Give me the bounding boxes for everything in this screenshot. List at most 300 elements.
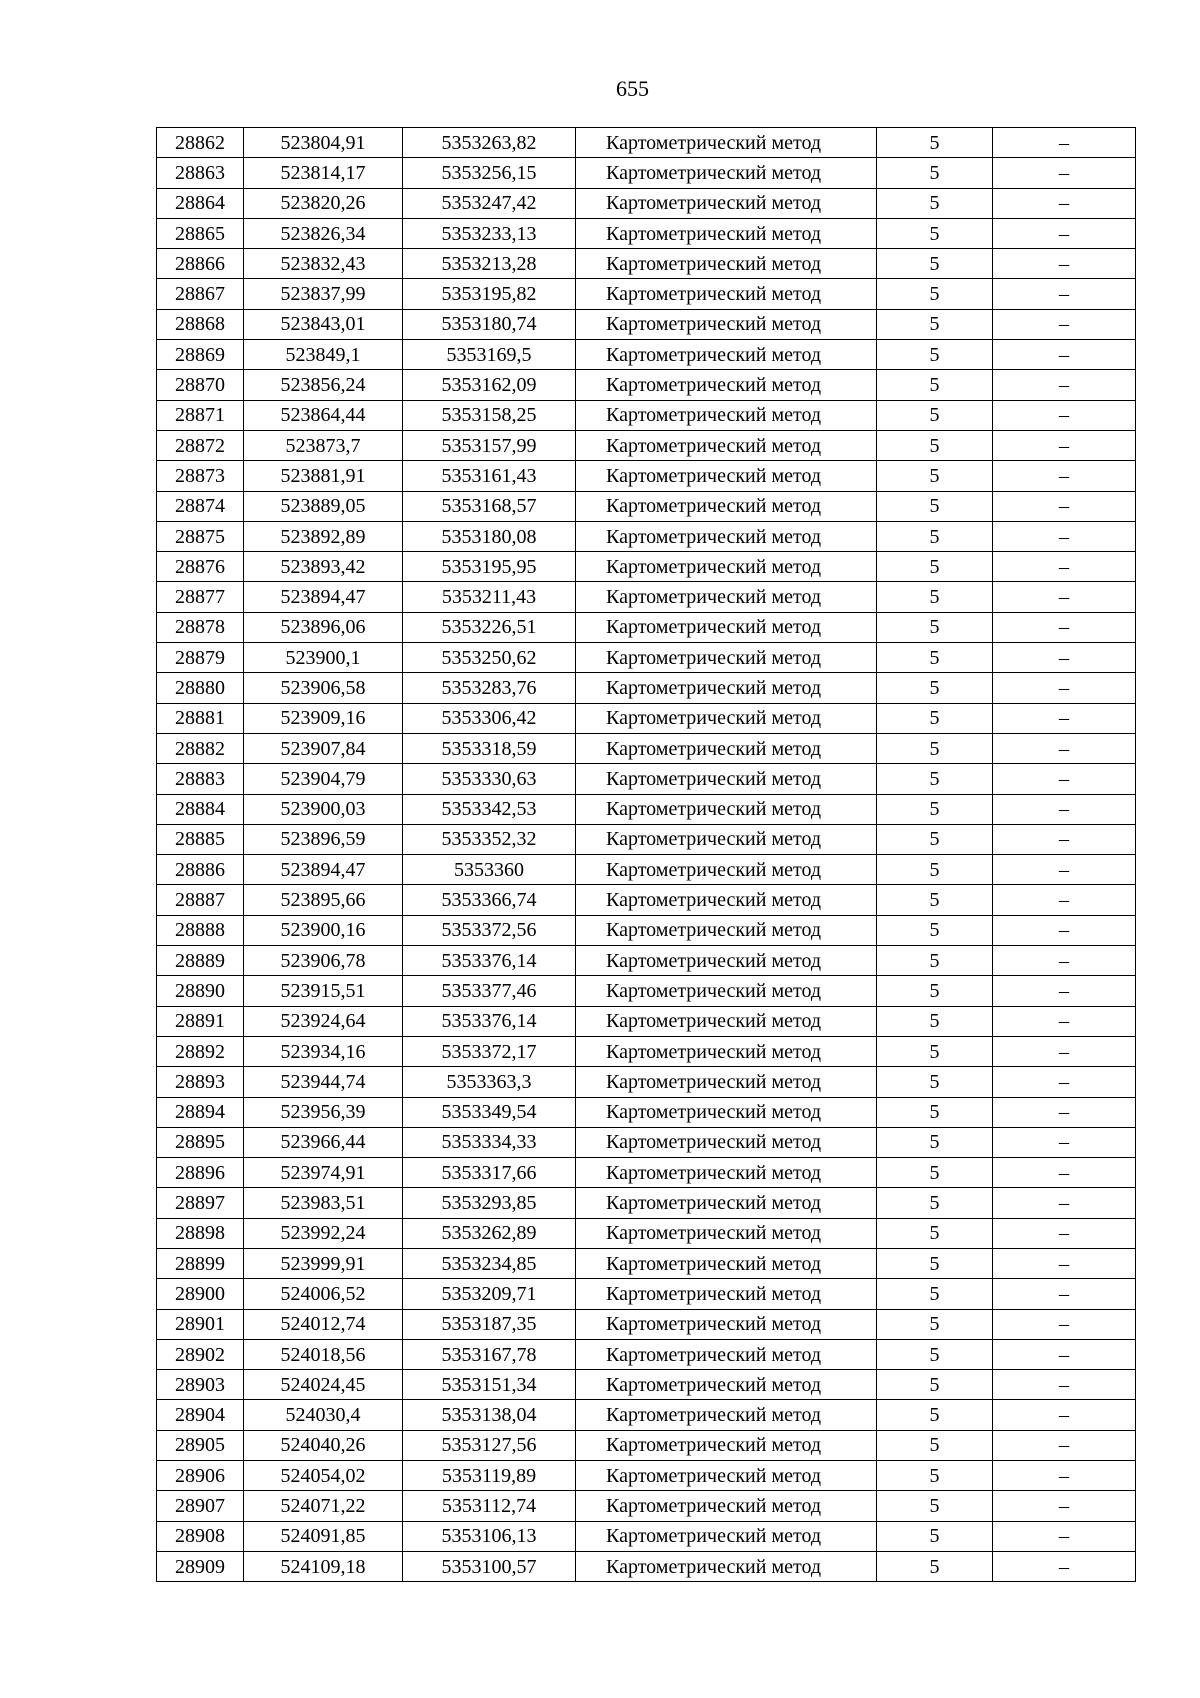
y-coordinate-cell: 5353247,42 [403,188,576,218]
note-cell: – [993,1551,1136,1581]
table-row [157,309,1136,339]
accuracy-cell: 5 [877,309,993,339]
y-coordinate-cell: 5353372,17 [403,1036,576,1066]
accuracy-cell: 5 [877,1248,993,1278]
table-row [157,1521,1136,1551]
table-row [157,400,1136,430]
note-cell: – [993,552,1136,582]
note-cell: – [993,1158,1136,1188]
accuracy-cell: 5 [877,1491,993,1521]
note-cell: – [993,1248,1136,1278]
table-row [157,1218,1136,1248]
method-cell: Картометрический метод [576,1127,877,1157]
x-coordinate-cell: 524012,74 [244,1309,403,1339]
note-cell: – [993,946,1136,976]
accuracy-cell: 5 [877,582,993,612]
point-number-cell: 28895 [157,1127,244,1157]
x-coordinate-cell: 523983,51 [244,1188,403,1218]
note-cell: – [993,218,1136,248]
accuracy-cell: 5 [877,1309,993,1339]
x-coordinate-cell: 524091,85 [244,1521,403,1551]
y-coordinate-cell: 5353209,71 [403,1279,576,1309]
y-coordinate-cell: 5353306,42 [403,703,576,733]
method-cell: Картометрический метод [576,1370,877,1400]
accuracy-cell: 5 [877,946,993,976]
x-coordinate-cell: 523804,91 [244,128,403,158]
x-coordinate-cell: 523944,74 [244,1067,403,1097]
note-cell: – [993,279,1136,309]
note-cell: – [993,915,1136,945]
note-cell: – [993,733,1136,763]
table-row [157,643,1136,673]
y-coordinate-cell: 5353119,89 [403,1461,576,1491]
table-row [157,1097,1136,1127]
accuracy-cell: 5 [877,128,993,158]
table-row [157,188,1136,218]
page-number: 655 [616,76,649,101]
accuracy-cell: 5 [877,1521,993,1551]
method-cell: Картометрический метод [576,218,877,248]
method-cell: Картометрический метод [576,885,877,915]
method-cell: Картометрический метод [576,128,877,158]
accuracy-cell: 5 [877,1551,993,1581]
y-coordinate-cell: 5353151,34 [403,1370,576,1400]
table-row [157,128,1136,158]
x-coordinate-cell: 524040,26 [244,1430,403,1460]
point-number-cell: 28888 [157,915,244,945]
note-cell: – [993,582,1136,612]
y-coordinate-cell: 5353168,57 [403,491,576,521]
point-number-cell: 28909 [157,1551,244,1581]
note-cell: – [993,1036,1136,1066]
method-cell: Картометрический метод [576,733,877,763]
x-coordinate-cell: 523906,78 [244,946,403,976]
method-cell: Картометрический метод [576,1218,877,1248]
point-number-cell: 28867 [157,279,244,309]
x-coordinate-cell: 523966,44 [244,1127,403,1157]
x-coordinate-cell: 523895,66 [244,885,403,915]
table-row [157,340,1136,370]
table-row [157,279,1136,309]
table-row [157,1067,1136,1097]
y-coordinate-cell: 5353106,13 [403,1521,576,1551]
method-cell: Картометрический метод [576,1248,877,1278]
method-cell: Картометрический метод [576,1006,877,1036]
table-row [157,976,1136,1006]
table-row [157,794,1136,824]
x-coordinate-cell: 523999,91 [244,1248,403,1278]
accuracy-cell: 5 [877,1461,993,1491]
method-cell: Картометрический метод [576,1339,877,1369]
point-number-cell: 28899 [157,1248,244,1278]
y-coordinate-cell: 5353376,14 [403,946,576,976]
x-coordinate-cell: 523864,44 [244,400,403,430]
note-cell: – [993,430,1136,460]
note-cell: – [993,1521,1136,1551]
x-coordinate-cell: 523974,91 [244,1158,403,1188]
method-cell: Картометрический метод [576,249,877,279]
accuracy-cell: 5 [877,1279,993,1309]
accuracy-cell: 5 [877,703,993,733]
accuracy-cell: 5 [877,976,993,1006]
method-cell: Картометрический метод [576,1067,877,1097]
note-cell: – [993,673,1136,703]
y-coordinate-cell: 5353180,74 [403,309,576,339]
method-cell: Картометрический метод [576,1158,877,1188]
point-number-cell: 28902 [157,1339,244,1369]
accuracy-cell: 5 [877,461,993,491]
y-coordinate-cell: 5353360 [403,855,576,885]
y-coordinate-cell: 5353317,66 [403,1158,576,1188]
method-cell: Картометрический метод [576,855,877,885]
accuracy-cell: 5 [877,430,993,460]
table-row [157,1158,1136,1188]
y-coordinate-cell: 5353112,74 [403,1491,576,1521]
point-number-cell: 28862 [157,128,244,158]
note-cell: – [993,643,1136,673]
accuracy-cell: 5 [877,643,993,673]
x-coordinate-cell: 523896,59 [244,824,403,854]
x-coordinate-cell: 523904,79 [244,764,403,794]
x-coordinate-cell: 524018,56 [244,1339,403,1369]
x-coordinate-cell: 523820,26 [244,188,403,218]
x-coordinate-cell: 523873,7 [244,430,403,460]
note-cell: – [993,1279,1136,1309]
x-coordinate-cell: 523894,47 [244,582,403,612]
y-coordinate-cell: 5353250,62 [403,643,576,673]
method-cell: Картометрический метод [576,673,877,703]
table-row [157,824,1136,854]
note-cell: – [993,824,1136,854]
point-number-cell: 28908 [157,1521,244,1551]
x-coordinate-cell: 524054,02 [244,1461,403,1491]
y-coordinate-cell: 5353195,95 [403,552,576,582]
method-cell: Картометрический метод [576,1279,877,1309]
method-cell: Картометрический метод [576,703,877,733]
x-coordinate-cell: 523826,34 [244,218,403,248]
note-cell: – [993,1097,1136,1127]
y-coordinate-cell: 5353138,04 [403,1400,576,1430]
method-cell: Картометрический метод [576,1521,877,1551]
accuracy-cell: 5 [877,1127,993,1157]
note-cell: – [993,885,1136,915]
y-coordinate-cell: 5353342,53 [403,794,576,824]
table-row [157,1551,1136,1581]
point-number-cell: 28904 [157,1400,244,1430]
note-cell: – [993,1006,1136,1036]
note-cell: – [993,855,1136,885]
note-cell: – [993,491,1136,521]
point-number-cell: 28907 [157,1491,244,1521]
x-coordinate-cell: 523909,16 [244,703,403,733]
point-number-cell: 28894 [157,1097,244,1127]
table-row [157,370,1136,400]
note-cell: – [993,188,1136,218]
x-coordinate-cell: 523906,58 [244,673,403,703]
point-number-cell: 28903 [157,1370,244,1400]
point-number-cell: 28874 [157,491,244,521]
method-cell: Картометрический метод [576,1097,877,1127]
y-coordinate-cell: 5353233,13 [403,218,576,248]
x-coordinate-cell: 523992,24 [244,1218,403,1248]
method-cell: Картометрический метод [576,309,877,339]
point-number-cell: 28869 [157,340,244,370]
method-cell: Картометрический метод [576,976,877,1006]
accuracy-cell: 5 [877,764,993,794]
point-number-cell: 28880 [157,673,244,703]
y-coordinate-cell: 5353352,32 [403,824,576,854]
table-row [157,855,1136,885]
table-row [157,612,1136,642]
table-row [157,1309,1136,1339]
point-number-cell: 28879 [157,643,244,673]
accuracy-cell: 5 [877,733,993,763]
method-cell: Картометрический метод [576,1188,877,1218]
accuracy-cell: 5 [877,855,993,885]
accuracy-cell: 5 [877,1339,993,1369]
x-coordinate-cell: 523856,24 [244,370,403,400]
x-coordinate-cell: 523893,42 [244,552,403,582]
table-row [157,764,1136,794]
table-row [157,1036,1136,1066]
y-coordinate-cell: 5353195,82 [403,279,576,309]
method-cell: Картометрический метод [576,582,877,612]
table-row [157,1188,1136,1218]
method-cell: Картометрический метод [576,461,877,491]
x-coordinate-cell: 523900,16 [244,915,403,945]
table-row [157,1461,1136,1491]
x-coordinate-cell: 524024,45 [244,1370,403,1400]
point-number-cell: 28906 [157,1461,244,1491]
x-coordinate-cell: 523907,84 [244,733,403,763]
x-coordinate-cell: 523894,47 [244,855,403,885]
note-cell: – [993,521,1136,551]
table-row [157,1400,1136,1430]
accuracy-cell: 5 [877,1067,993,1097]
x-coordinate-cell: 524030,4 [244,1400,403,1430]
note-cell: – [993,1491,1136,1521]
method-cell: Картометрический метод [576,764,877,794]
point-number-cell: 28877 [157,582,244,612]
table-row [157,703,1136,733]
table-row [157,461,1136,491]
method-cell: Картометрический метод [576,430,877,460]
table-row [157,582,1136,612]
table-row [157,1491,1136,1521]
method-cell: Картометрический метод [576,1491,877,1521]
y-coordinate-cell: 5353262,89 [403,1218,576,1248]
method-cell: Картометрический метод [576,340,877,370]
accuracy-cell: 5 [877,552,993,582]
table-row [157,885,1136,915]
x-coordinate-cell: 523956,39 [244,1097,403,1127]
point-number-cell: 28896 [157,1158,244,1188]
point-number-cell: 28893 [157,1067,244,1097]
y-coordinate-cell: 5353234,85 [403,1248,576,1278]
point-number-cell: 28875 [157,521,244,551]
note-cell: – [993,249,1136,279]
point-number-cell: 28890 [157,976,244,1006]
y-coordinate-cell: 5353349,54 [403,1097,576,1127]
x-coordinate-cell: 523832,43 [244,249,403,279]
x-coordinate-cell: 523843,01 [244,309,403,339]
method-cell: Картометрический метод [576,946,877,976]
x-coordinate-cell: 523889,05 [244,491,403,521]
method-cell: Картометрический метод [576,279,877,309]
note-cell: – [993,128,1136,158]
note-cell: – [993,158,1136,188]
y-coordinate-cell: 5353226,51 [403,612,576,642]
table-row [157,552,1136,582]
point-number-cell: 28886 [157,855,244,885]
point-number-cell: 28881 [157,703,244,733]
table-row [157,946,1136,976]
accuracy-cell: 5 [877,1006,993,1036]
note-cell: – [993,340,1136,370]
y-coordinate-cell: 5353363,3 [403,1067,576,1097]
y-coordinate-cell: 5353187,35 [403,1309,576,1339]
y-coordinate-cell: 5353256,15 [403,158,576,188]
note-cell: – [993,1339,1136,1369]
x-coordinate-cell: 523892,89 [244,521,403,551]
point-number-cell: 28866 [157,249,244,279]
y-coordinate-cell: 5353376,14 [403,1006,576,1036]
note-cell: – [993,976,1136,1006]
table-row [157,158,1136,188]
x-coordinate-cell: 523881,91 [244,461,403,491]
y-coordinate-cell: 5353157,99 [403,430,576,460]
accuracy-cell: 5 [877,885,993,915]
method-cell: Картометрический метод [576,521,877,551]
point-number-cell: 28876 [157,552,244,582]
table-row [157,430,1136,460]
accuracy-cell: 5 [877,915,993,945]
point-number-cell: 28870 [157,370,244,400]
point-number-cell: 28900 [157,1279,244,1309]
point-number-cell: 28887 [157,885,244,915]
accuracy-cell: 5 [877,794,993,824]
y-coordinate-cell: 5353377,46 [403,976,576,1006]
y-coordinate-cell: 5353161,43 [403,461,576,491]
accuracy-cell: 5 [877,1370,993,1400]
accuracy-cell: 5 [877,400,993,430]
accuracy-cell: 5 [877,521,993,551]
point-number-cell: 28892 [157,1036,244,1066]
point-number-cell: 28885 [157,824,244,854]
method-cell: Картометрический метод [576,491,877,521]
table-body [157,128,1136,1582]
note-cell: – [993,1188,1136,1218]
note-cell: – [993,1461,1136,1491]
table-row [157,915,1136,945]
method-cell: Картометрический метод [576,370,877,400]
y-coordinate-cell: 5353211,43 [403,582,576,612]
method-cell: Картометрический метод [576,824,877,854]
method-cell: Картометрический метод [576,643,877,673]
y-coordinate-cell: 5353330,63 [403,764,576,794]
method-cell: Картометрический метод [576,1430,877,1460]
note-cell: – [993,1309,1136,1339]
x-coordinate-cell: 523814,17 [244,158,403,188]
note-cell: – [993,1430,1136,1460]
y-coordinate-cell: 5353283,76 [403,673,576,703]
point-number-cell: 28891 [157,1006,244,1036]
table-row [157,1370,1136,1400]
point-number-cell: 28889 [157,946,244,976]
y-coordinate-cell: 5353162,09 [403,370,576,400]
table-row [157,1430,1136,1460]
y-coordinate-cell: 5353263,82 [403,128,576,158]
accuracy-cell: 5 [877,824,993,854]
accuracy-cell: 5 [877,1400,993,1430]
y-coordinate-cell: 5353366,74 [403,885,576,915]
point-number-cell: 28872 [157,430,244,460]
note-cell: – [993,1370,1136,1400]
accuracy-cell: 5 [877,249,993,279]
y-coordinate-cell: 5353334,33 [403,1127,576,1157]
accuracy-cell: 5 [877,188,993,218]
accuracy-cell: 5 [877,1188,993,1218]
x-coordinate-cell: 523849,1 [244,340,403,370]
point-number-cell: 28882 [157,733,244,763]
table-row [157,673,1136,703]
x-coordinate-cell: 523900,03 [244,794,403,824]
point-number-cell: 28905 [157,1430,244,1460]
method-cell: Картометрический метод [576,158,877,188]
accuracy-cell: 5 [877,1097,993,1127]
note-cell: – [993,1127,1136,1157]
point-number-cell: 28864 [157,188,244,218]
point-number-cell: 28883 [157,764,244,794]
note-cell: – [993,794,1136,824]
note-cell: – [993,461,1136,491]
point-number-cell: 28865 [157,218,244,248]
note-cell: – [993,309,1136,339]
note-cell: – [993,612,1136,642]
method-cell: Картометрический метод [576,1551,877,1581]
x-coordinate-cell: 523934,16 [244,1036,403,1066]
point-number-cell: 28871 [157,400,244,430]
table-row [157,218,1136,248]
method-cell: Картометрический метод [576,915,877,945]
accuracy-cell: 5 [877,1036,993,1066]
method-cell: Картометрический метод [576,794,877,824]
method-cell: Картометрический метод [576,1461,877,1491]
accuracy-cell: 5 [877,158,993,188]
x-coordinate-cell: 523924,64 [244,1006,403,1036]
note-cell: – [993,1067,1136,1097]
table-row [157,733,1136,763]
method-cell: Картометрический метод [576,612,877,642]
table-row [157,249,1136,279]
note-cell: – [993,1400,1136,1430]
table-row [157,1339,1136,1369]
method-cell: Картометрический метод [576,552,877,582]
y-coordinate-cell: 5353372,56 [403,915,576,945]
y-coordinate-cell: 5353180,08 [403,521,576,551]
coordinates-table [156,127,1136,1582]
method-cell: Картометрический метод [576,1309,877,1339]
x-coordinate-cell: 524071,22 [244,1491,403,1521]
accuracy-cell: 5 [877,1158,993,1188]
point-number-cell: 28863 [157,158,244,188]
note-cell: – [993,703,1136,733]
method-cell: Картометрический метод [576,1400,877,1430]
point-number-cell: 28878 [157,612,244,642]
y-coordinate-cell: 5353318,59 [403,733,576,763]
y-coordinate-cell: 5353127,56 [403,1430,576,1460]
method-cell: Картометрический метод [576,1036,877,1066]
